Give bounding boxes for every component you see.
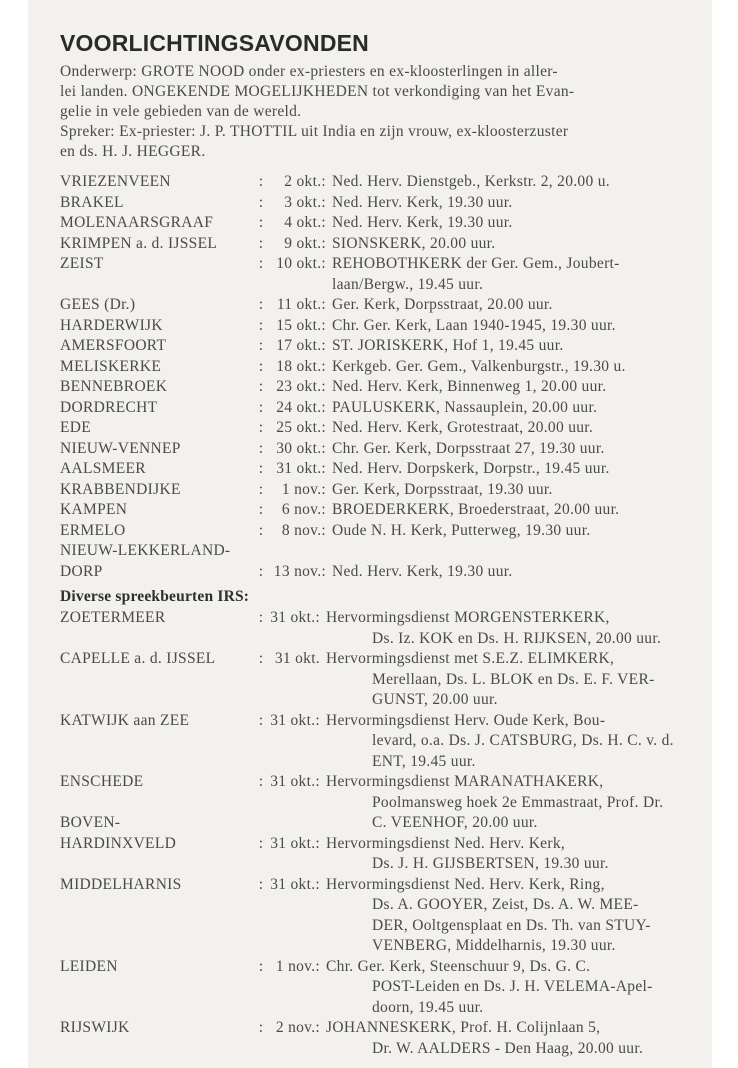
place-name: KRABBENDIJKE xyxy=(60,480,181,498)
description-line: doorn, 19.45 uur. xyxy=(372,998,484,1016)
description-line: Hervormingsdienst MORGENSTERKERK, xyxy=(326,609,610,626)
separator-colon: : xyxy=(258,875,264,893)
description-line: VENBERG, Middelharnis, 19.30 uur. xyxy=(372,937,616,954)
event-date: 15 okt.: xyxy=(276,316,326,334)
event-description xyxy=(326,957,700,1019)
place-name: NIEUW-VENNEP xyxy=(60,439,181,457)
schedule-row xyxy=(60,172,700,193)
event-date: 31 okt. xyxy=(274,650,320,667)
event-description xyxy=(332,480,700,501)
place-name: ERMELO xyxy=(60,521,126,539)
event-date: 2 okt.: xyxy=(284,173,326,190)
description-line: C. VEENHOF, 20.00 uur. xyxy=(372,814,538,831)
description-line: Ned. Herv. Kerk, Grotestraat, 20.00 uur. xyxy=(332,419,594,436)
separator-colon: : xyxy=(258,834,264,852)
schedule-row xyxy=(60,295,700,316)
description-line: Ned. Herv. Dienstgeb., Kerkstr. 2, 20.00 u. xyxy=(332,173,610,190)
event-description xyxy=(326,813,700,834)
event-description xyxy=(326,834,700,875)
place-name: GEES (Dr.) xyxy=(60,296,136,313)
intro-line: en ds. H. J. HEGGER. xyxy=(60,143,206,160)
separator-colon: : xyxy=(258,609,264,626)
description-line: Chr. Ger. Kerk, Steenschuur 9, Ds. G. C. xyxy=(326,957,591,975)
place-name: BRAKEL xyxy=(60,193,124,211)
event-description xyxy=(326,875,700,957)
irs-row xyxy=(60,834,700,875)
event-date: 17 okt.: xyxy=(276,337,326,354)
description-line: Ds. J. H. GIJSBERTSEN, 19.30 uur. xyxy=(372,855,609,872)
separator-colon: : xyxy=(258,296,264,313)
description-line: Hervormingsdienst Herv. Oude Kerk, Bou- xyxy=(326,711,606,729)
event-description xyxy=(332,418,700,439)
separator-colon: : xyxy=(258,521,264,539)
separator-colon: : xyxy=(258,378,264,395)
description-line: Ned. Herv. Kerk, 19.30 uur. xyxy=(332,214,513,231)
description-line: JOHANNESKERK, Prof. H. Colijnlaan 5, xyxy=(326,1019,601,1036)
description-line: Ned. Herv. Dorpskerk, Dorpstr., 19.45 uur. xyxy=(332,460,610,477)
place-name: AALSMEER xyxy=(60,460,146,477)
place-name: BOVEN- xyxy=(60,814,121,831)
irs-heading: Diverse spreekbeurten IRS: xyxy=(60,588,250,605)
event-description xyxy=(332,459,700,480)
place-name: MELISKERKE xyxy=(60,357,162,375)
place-name: KRIMPEN a. d. IJSSEL xyxy=(60,234,218,252)
place-name: VRIEZENVEEN xyxy=(60,173,171,190)
separator-colon: : xyxy=(258,234,264,252)
description-line: Chr. Ger. Kerk, Laan 1940-1945, 19.30 uur. xyxy=(332,316,616,334)
description-line: levard, o.a. Ds. J. CATSBURG, Ds. H. C. v. d. xyxy=(372,732,674,749)
event-description xyxy=(332,398,700,419)
event-description xyxy=(332,377,700,398)
event-date: 9 okt.: xyxy=(284,234,326,252)
description-line: Hervormingsdienst MARANATHAKERK, xyxy=(326,773,604,790)
separator-colon: : xyxy=(258,501,264,518)
schedule-row xyxy=(60,480,700,501)
event-date: 31 okt.: xyxy=(276,460,326,477)
event-date: 3 okt.: xyxy=(284,193,326,211)
event-description xyxy=(332,541,700,562)
description-line: Dr. W. AALDERS - Den Haag, 20.00 uur. xyxy=(372,1039,644,1057)
separator-colon: : xyxy=(258,398,264,416)
schedule-row xyxy=(60,254,700,295)
event-description xyxy=(332,213,700,234)
schedule-row xyxy=(60,316,700,337)
place-name: KATWIJK aan ZEE xyxy=(60,711,190,729)
event-date: 31 okt.: xyxy=(270,609,320,626)
description-line: BROEDERKERK, Broederstraat, 20.00 uur. xyxy=(332,501,620,518)
event-date: 24 okt.: xyxy=(276,398,326,416)
separator-colon: : xyxy=(258,480,264,498)
separator-colon: : xyxy=(258,562,264,580)
irs-list xyxy=(60,608,700,1059)
schedule-row xyxy=(60,541,700,562)
event-date: 30 okt.: xyxy=(276,439,326,457)
document-content xyxy=(60,28,700,1059)
event-date: 8 nov.: xyxy=(281,521,326,539)
intro-line: lei landen. ONGEKENDE MOGELIJKHEDEN tot verkondiging van het Evan- xyxy=(60,83,575,100)
place-name: EDE xyxy=(60,419,92,436)
event-date: 10 okt.: xyxy=(276,255,326,272)
place-name: ZEIST xyxy=(60,255,104,272)
event-date: 31 okt.: xyxy=(270,773,320,790)
schedule-row xyxy=(60,418,700,439)
place-name: HARDINXVELD xyxy=(60,834,177,852)
separator-colon: : xyxy=(258,650,264,667)
event-date: 1 nov.: xyxy=(281,480,326,498)
separator-colon: : xyxy=(258,255,264,272)
separator-colon: : xyxy=(258,193,264,211)
irs-row xyxy=(60,772,700,813)
irs-row xyxy=(60,711,700,773)
place-name: KAMPEN xyxy=(60,501,128,518)
event-description xyxy=(332,336,700,357)
description-line: Poolmansweg hoek 2e Emmastraat, Prof. Dr. xyxy=(372,793,664,811)
schedule-row xyxy=(60,336,700,357)
description-line: Ger. Kerk, Dorpsstraat, 20.00 uur. xyxy=(332,296,553,313)
place-name: MOLENAARSGRAAF xyxy=(60,214,214,231)
schedule-row xyxy=(60,459,700,480)
intro-line: gelie in vele gebieden van de wereld. xyxy=(60,103,302,120)
description-line: Hervormingsdienst Ned. Herv. Kerk, Ring, xyxy=(326,875,605,893)
description-line: GUNST, 20.00 uur. xyxy=(372,691,498,708)
event-description xyxy=(326,1018,700,1059)
page-title: VOORLICHTINGSAVONDEN xyxy=(60,30,369,56)
event-description xyxy=(332,254,700,295)
description-line: Ned. Herv. Kerk, Binnenweg 1, 20.00 uur. xyxy=(332,378,607,395)
separator-colon: : xyxy=(258,419,264,436)
description-line: SIONSKERK, 20.00 uur. xyxy=(332,234,496,252)
schedule-row xyxy=(60,439,700,460)
intro-line: Spreker: Ex-priester: J. P. THOTTIL uit India en zijn vrouw, ex-kloosterzuster xyxy=(60,123,569,140)
separator-colon xyxy=(254,813,268,834)
description-line: POST-Leiden en Ds. J. H. VELEMA-Apel- xyxy=(372,978,653,995)
place-name: CAPELLE a. d. IJSSEL xyxy=(60,650,216,667)
schedule-row xyxy=(60,234,700,255)
event-description xyxy=(332,562,700,583)
schedule-row xyxy=(60,377,700,398)
place-name: RIJSWIJK xyxy=(60,1019,130,1036)
event-date: 1 nov.: xyxy=(275,957,320,975)
separator-colon: : xyxy=(258,1019,264,1036)
place-name: DORDRECHT xyxy=(60,398,158,416)
description-line: Ds. Iz. KOK en Ds. H. RIJKSEN, 20.00 uur. xyxy=(372,629,662,647)
separator-colon: : xyxy=(258,439,264,457)
event-date xyxy=(268,813,326,834)
description-line: Hervormingsdienst Ned. Herv. Kerk, xyxy=(326,834,566,852)
place-name: DORP xyxy=(60,562,103,580)
event-date xyxy=(268,541,332,562)
event-date: 13 nov.: xyxy=(273,562,326,580)
event-date: 4 okt.: xyxy=(284,214,326,231)
irs-row xyxy=(60,957,700,1019)
description-line: REHOBOTHKERK der Ger. Gem., Joubert- xyxy=(332,255,620,272)
event-date: 25 okt.: xyxy=(276,419,326,436)
place-name: LEIDEN xyxy=(60,957,118,975)
schedule-row xyxy=(60,357,700,378)
separator-colon xyxy=(254,541,268,562)
event-description xyxy=(326,608,700,649)
event-description xyxy=(332,295,700,316)
event-description xyxy=(332,357,700,378)
event-description xyxy=(326,772,700,813)
event-date: 31 okt.: xyxy=(270,875,320,893)
separator-colon: : xyxy=(258,316,264,334)
irs-row xyxy=(60,875,700,957)
place-name: MIDDELHARNIS xyxy=(60,875,182,893)
irs-row xyxy=(60,813,700,834)
event-date: 6 nov.: xyxy=(281,501,326,518)
intro xyxy=(60,62,700,162)
event-date: 23 okt.: xyxy=(276,378,326,395)
event-description xyxy=(332,234,700,255)
separator-colon: : xyxy=(258,773,264,790)
schedule-row xyxy=(60,500,700,521)
schedule-row xyxy=(60,521,700,542)
description-line: Chr. Ger. Kerk, Dorpsstraat 27, 19.30 uur. xyxy=(332,439,605,457)
place-name: AMERSFOORT xyxy=(60,337,167,354)
place-name: ENSCHEDE xyxy=(60,773,144,790)
event-description xyxy=(332,439,700,460)
description-line: PAULUSKERK, Nassauplein, 20.00 uur. xyxy=(332,398,598,416)
event-description xyxy=(326,649,700,711)
description-line: Oude N. H. Kerk, Putterweg, 19.30 uur. xyxy=(332,521,591,539)
event-date: 31 okt.: xyxy=(270,834,320,852)
event-date: 2 nov.: xyxy=(275,1019,320,1036)
place-name: ZOETERMEER xyxy=(60,609,166,626)
event-description xyxy=(332,500,700,521)
description-line: Hervormingsdienst met S.E.Z. ELIMKERK, xyxy=(326,650,615,667)
description-line: Ned. Herv. Kerk, 19.30 uur. xyxy=(332,562,513,580)
separator-colon: : xyxy=(258,173,264,190)
separator-colon: : xyxy=(258,711,264,729)
document-page xyxy=(28,0,712,1068)
event-date: 31 okt.: xyxy=(270,711,320,729)
schedule-row xyxy=(60,213,700,234)
separator-colon: : xyxy=(258,214,264,231)
separator-colon: : xyxy=(258,957,264,975)
place-name: HARDERWIJK xyxy=(60,316,163,334)
irs-row xyxy=(60,649,700,711)
description-line: Kerkgeb. Ger. Gem., Valkenburgstr., 19.30 u. xyxy=(332,357,626,375)
description-line: Ned. Herv. Kerk, 19.30 uur. xyxy=(332,193,513,211)
event-description xyxy=(332,172,700,193)
description-line: ENT, 19.45 uur. xyxy=(372,752,476,770)
separator-colon: : xyxy=(258,337,264,354)
description-line: Ger. Kerk, Dorpsstraat, 19.30 uur. xyxy=(332,480,553,498)
event-description xyxy=(332,316,700,337)
event-description xyxy=(332,193,700,214)
description-line xyxy=(332,541,700,562)
intro-line: Onderwerp: GROTE NOOD onder ex-priesters en ex-kloosterlingen in aller- xyxy=(60,63,558,80)
separator-colon: : xyxy=(258,357,264,375)
description-line: Merellaan, Ds. L. BLOK en Ds. E. F. VER- xyxy=(372,670,655,688)
schedule-row xyxy=(60,562,700,583)
irs-row xyxy=(60,1018,700,1059)
schedule-row xyxy=(60,398,700,419)
place-name: NIEUW-LEKKERLAND- xyxy=(60,542,231,559)
event-description xyxy=(332,521,700,542)
irs-row xyxy=(60,608,700,649)
schedule-list xyxy=(60,172,700,582)
event-description xyxy=(326,711,700,773)
event-date: 18 okt.: xyxy=(276,357,326,375)
place-name: BENNEBROEK xyxy=(60,378,168,395)
event-date: 11 okt.: xyxy=(276,296,326,313)
description-line: laan/Bergw., 19.45 uur. xyxy=(332,275,484,293)
separator-colon: : xyxy=(258,460,264,477)
description-line: Ds. A. GOOYER, Zeist, Ds. A. W. MEE- xyxy=(372,896,639,913)
schedule-row xyxy=(60,193,700,214)
description-line: ST. JORISKERK, Hof 1, 19.45 uur. xyxy=(332,337,564,354)
description-line: DER, Ooltgensplaat en Ds. Th. van STUY- xyxy=(372,916,651,934)
